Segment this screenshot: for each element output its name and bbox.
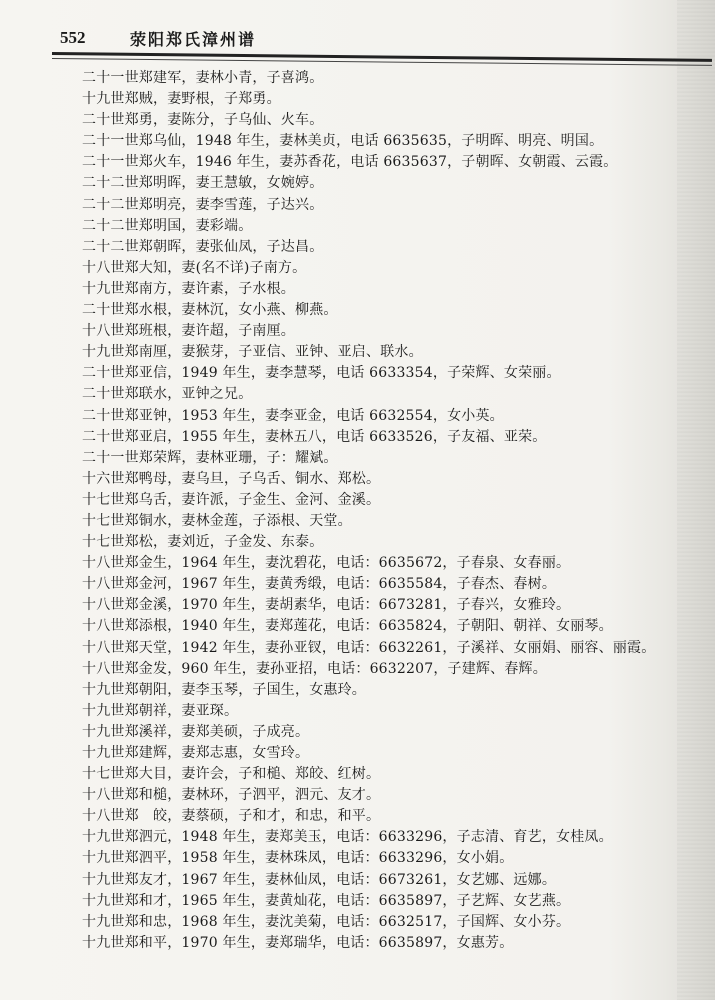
- genealogy-entry: 二十世郑勇，妻陈分，子乌仙、火车。: [82, 112, 324, 129]
- genealogy-entry: 二十二世郑朝晖，妻张仙凤，子达昌。: [82, 238, 324, 255]
- genealogy-entry: 二十一世郑乌仙，1948 年生，妻林美贞，电话 6635635，子明晖、明亮、明国。: [82, 133, 604, 150]
- genealogy-entry: 十八世郑班根，妻许超，子南厘。: [82, 323, 295, 340]
- running-title: 荥阳郑氏漳州谱: [130, 30, 257, 49]
- genealogy-entry: 十九世郑朝阳，妻李玉琴，子国生，女惠玲。: [82, 681, 366, 698]
- scan-shadow-edge: [677, 0, 715, 1000]
- genealogy-entry: 十八世郑金发，960 年生，妻孙亚招，电话：6632207，子建辉、春辉。: [82, 660, 547, 677]
- genealogy-entry: 十七世郑乌舌，妻许派，子金生、金河、金溪。: [82, 491, 381, 508]
- genealogy-entry: 十九世郑和才，1965 年生，妻黄灿花，电话：6635897，子艺辉、女艺燕。: [82, 892, 571, 909]
- genealogy-entry: 十八世郑金生，1964 年生，妻沈碧花，电话：6635672，子春泉、女春丽。: [82, 555, 571, 572]
- genealogy-entry: 二十世郑联水，亚钟之兄。: [82, 386, 253, 403]
- genealogy-entry: 十九世郑建辉，妻郑志惠，女雪玲。: [82, 745, 310, 761]
- genealogy-entry: 十七世郑铜水，妻林金莲，子添根、天堂。: [82, 512, 352, 529]
- page-header: [60, 28, 670, 54]
- genealogy-entry: 十六世郑鸭母，妻乌旦，子乌舌、铜水、郑松。: [82, 470, 381, 487]
- genealogy-entry: 十九世郑朝祥，妻亚琛。: [82, 702, 239, 719]
- genealogy-entry: 十八世郑添根，1940 年生，妻郑莲花，电话：6635824，子朝阳、朝祥、女丽琴。: [82, 618, 613, 635]
- genealogy-entry: 二十二世郑明国，妻彩端。: [82, 217, 253, 234]
- genealogy-entry-list: [82, 68, 682, 954]
- genealogy-entry: 十九世郑和平，1970 年生，妻郑瑞华，电话：6635897，女惠芳。: [82, 934, 514, 951]
- genealogy-entry: 二十世郑水根，妻林沉，女小燕、柳燕。: [82, 302, 338, 319]
- genealogy-entry: 十九世郑和忠，1968 年生，妻沈美菊，电话：6632517，子国辉、女小芬。: [82, 913, 571, 930]
- genealogy-entry: 十九世郑泗元，1948 年生，妻郑美玉，电话：6633296，子志清、育艺，女桂凤。: [82, 829, 613, 846]
- genealogy-entry: 二十世郑亚信，1949 年生，妻李慧琴，电话 6633354，子荣辉、女荣丽。: [82, 365, 561, 382]
- genealogy-entry: 十九世郑南厘，妻猴芽，子亚信、亚钟、亚启、联水。: [82, 344, 423, 361]
- genealogy-entry: 十九世郑南方，妻许素，子水根。: [82, 280, 295, 297]
- genealogy-entry: 二十二世郑明晖，妻王慧敏，女婉婷。: [82, 175, 324, 192]
- genealogy-entry: 二十一世郑荣辉，妻林亚珊，子：耀斌。: [82, 449, 338, 466]
- genealogy-entry: 十九世郑溪祥，妻郑美硕，子成亮。: [82, 723, 310, 740]
- genealogy-entry: 十八世郑天堂，1942 年生，妻孙亚钗，电话：6632261，子溪祥、女丽娟、丽容、丽霞。: [82, 639, 656, 656]
- genealogy-entry: 十八世郑金河，1967 年生，妻黄秀缎，电话：6635584，子春杰、春树。: [82, 576, 557, 593]
- genealogy-entry: 十七世郑松，妻刘近，子金发、东泰。: [82, 534, 324, 551]
- genealogy-entry: 十九世郑泗平，1958 年生，妻林珠凤，电话：6633296，女小娟。: [82, 850, 514, 867]
- genealogy-entry: 十八世郑大知，妻(名不详)子南方。: [82, 259, 307, 276]
- genealogy-entry: 十九世郑友才，1967 年生，妻林仙凤，电话：6673261，女艺娜、远娜。: [82, 871, 557, 888]
- page-number: 552: [60, 28, 86, 47]
- genealogy-entry: 十七世郑大目，妻许会，子和槌、郑皎、红树。: [82, 766, 381, 783]
- genealogy-entry: 二十世郑亚钟，1953 年生，妻李亚金，电话 6632554，女小英。: [82, 407, 504, 424]
- genealogy-entry: 二十世郑亚启，1955 年生，妻林五八，电话 6633526，子友福、亚荣。: [82, 428, 547, 445]
- genealogy-entry: 二十一世郑建军，妻林小青，子喜鸿。: [82, 70, 324, 86]
- genealogy-entry: 十八世郑 皎，妻蔡硕，子和才，和忠，和平。: [82, 808, 381, 825]
- genealogy-entry: 二十一世郑火车，1946 年生，妻苏香花，电话 6635637，子朝晖、女朝霞、云霞。: [82, 154, 618, 171]
- genealogy-entry: 二十二世郑明亮，妻李雪莲，子达兴。: [82, 196, 324, 213]
- genealogy-entry: 十八世郑和槌，妻林环，子泗平，泗元、友才。: [82, 787, 381, 804]
- genealogy-entry: 十八世郑金溪，1970 年生，妻胡素华，电话：6673281，子春兴，女雅玲。: [82, 597, 571, 614]
- genealogy-entry: 十九世郑贼，妻野根，子郑勇。: [82, 91, 281, 108]
